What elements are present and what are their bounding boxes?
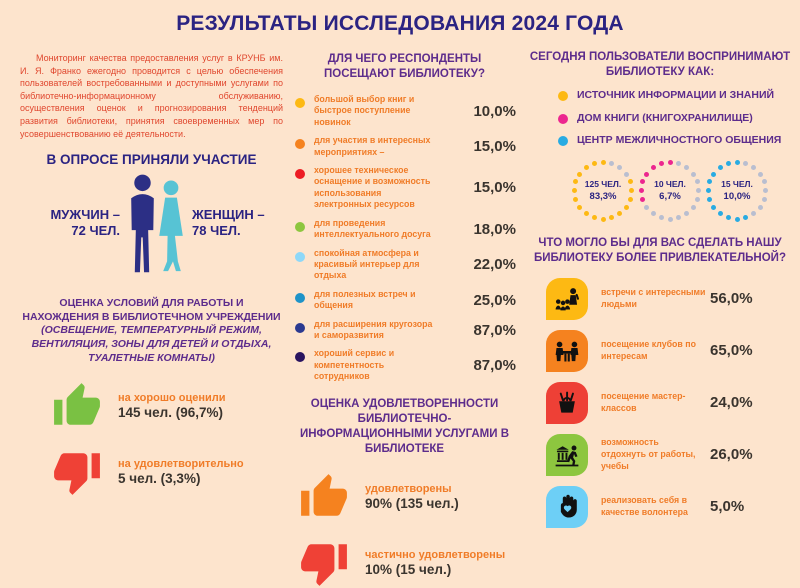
reason-label: хорошее техническое оснащение и возможность использования электронных ресурсов xyxy=(314,164,431,210)
conditions-good-label: на хорошо оценили xyxy=(118,392,226,405)
conditions-good-value: 145 чел. (96,7%) xyxy=(118,405,223,421)
list-item xyxy=(293,319,516,342)
partially-value: 10% (15 чел.) xyxy=(365,562,452,578)
attractive-percent: 26,0% xyxy=(710,446,753,464)
circle-dot xyxy=(659,215,664,220)
circle-dot xyxy=(706,188,711,193)
list-item xyxy=(528,486,792,528)
circle-dot xyxy=(628,179,633,184)
circle-dot xyxy=(691,205,696,210)
participants-figures xyxy=(20,171,283,283)
circle-dot xyxy=(573,197,578,202)
perception-label: ИСТОЧНИК ИНФОРМАЦИИ И ЗНАНИЙ xyxy=(577,88,775,101)
circle-dot xyxy=(751,211,756,216)
dotted-circle-chart xyxy=(572,160,634,222)
circle-dot xyxy=(691,172,696,177)
dotted-circle-chart xyxy=(706,160,768,222)
reason-percent: 10,0% xyxy=(473,102,516,120)
list-item xyxy=(528,434,792,476)
reason-percent: 22,0% xyxy=(473,256,516,274)
circle-people: 15 ЧЕЛ. xyxy=(721,179,753,190)
circle-people: 10 ЧЕЛ. xyxy=(654,179,686,190)
circle-dot xyxy=(624,172,629,177)
circle-dot xyxy=(617,211,622,216)
satisfaction-satisfied-row xyxy=(297,472,516,522)
reason-percent: 18,0% xyxy=(473,220,516,238)
reason-label: для полезных встреч и общения xyxy=(314,288,416,311)
attractive-percent: 56,0% xyxy=(710,290,753,308)
conditions-satisfactory-value: 5 чел. (3,3%) xyxy=(118,471,201,487)
circle-dot xyxy=(573,179,578,184)
visit-reasons-heading: ДЛЯ ЧЕГО РЕСПОНДЕНТЫ ПОСЕЩАЮТ БИБЛИОТЕКУ? xyxy=(324,53,485,80)
circle-dot xyxy=(651,211,656,216)
circle-dot xyxy=(584,165,589,170)
circle-dot xyxy=(743,215,748,220)
reason-percent: 87,0% xyxy=(473,321,516,339)
circle-labels xyxy=(714,168,760,214)
circle-dot xyxy=(584,211,589,216)
women-value: 78 ЧЕЛ. xyxy=(192,223,241,239)
left-column xyxy=(20,52,283,497)
men-count-label xyxy=(22,207,120,240)
reason-label: для участия в интересных мероприятиях – xyxy=(314,135,431,157)
reason-percent: 87,0% xyxy=(473,357,516,375)
reason-label: хороший сервис и компетентность сотрудников xyxy=(314,348,395,382)
circle-dot xyxy=(718,165,723,170)
circle-labels xyxy=(580,168,626,214)
rest-icon xyxy=(546,434,588,476)
men-value: 72 ЧЕЛ. xyxy=(71,223,120,239)
circle-dot xyxy=(609,161,614,166)
conditions-good-row xyxy=(50,381,283,431)
bullet-icon xyxy=(295,98,305,108)
circle-dot xyxy=(668,160,673,165)
reason-label: большой выбор книг и быстрое поступление новинок xyxy=(314,93,415,127)
circle-dot xyxy=(695,179,700,184)
list-item xyxy=(528,330,792,372)
reason-label: для расширения кругозора и саморазвития xyxy=(314,318,433,341)
list-item xyxy=(556,89,792,103)
visit-reasons-list xyxy=(293,94,516,383)
bullet-icon xyxy=(295,352,305,362)
circle-dot xyxy=(718,211,723,216)
circle-dot xyxy=(592,215,597,220)
perception-circles xyxy=(572,160,792,222)
circle-dot xyxy=(640,197,645,202)
circle-dot xyxy=(762,197,767,202)
circle-dot xyxy=(592,161,597,166)
list-item xyxy=(293,289,516,312)
meeting-icon xyxy=(546,278,588,320)
list-item xyxy=(293,348,516,382)
attractive-label: посещение клубов по интересам xyxy=(601,338,696,361)
reason-percent: 15,0% xyxy=(473,179,516,197)
thumb-up-icon xyxy=(50,381,104,431)
attractive-percent: 24,0% xyxy=(710,394,753,412)
page-title: РЕЗУЛЬТАТЫ ИССЛЕДОВАНИЯ 2024 ГОДА xyxy=(176,12,624,35)
circle-dot xyxy=(640,179,645,184)
circle-labels xyxy=(647,168,693,214)
perception-heading: СЕГОДНЯ ПОЛЬЗОВАТЕЛИ ВОСПРИНИМАЮТ БИБЛИОТЕКУ КАК: xyxy=(529,51,791,78)
conditions-satisfactory-label: на удовлетворительно xyxy=(118,458,244,471)
circle-dot xyxy=(601,217,606,222)
thumb-down-icon xyxy=(50,447,104,497)
conditions-satisfactory-row xyxy=(50,447,283,497)
circle-dot xyxy=(707,197,712,202)
perception-list xyxy=(528,89,792,148)
satisfaction-heading: ОЦЕНКА УДОВЛЕТВОРЕННОСТИ БИБЛИОТЕЧНО-ИНФОРМАЦИОННЫМИ УСЛУГАМИ В БИБЛИОТЕКЕ xyxy=(299,397,510,455)
women-label: ЖЕНЩИН – xyxy=(192,207,265,223)
circle-percent: 6,7% xyxy=(659,191,681,203)
bullet-icon xyxy=(295,323,305,333)
circle-dot xyxy=(758,205,763,210)
bullet-icon xyxy=(295,222,305,232)
list-item xyxy=(556,112,792,126)
circle-dot xyxy=(695,197,700,202)
attractive-percent: 65,0% xyxy=(710,342,753,360)
perception-label: ДОМ КНИГИ (КНИГОХРАНИЛИЩЕ) xyxy=(577,111,753,124)
reason-label: спокойная атмосфера и красивый интерьер для отдыха xyxy=(314,247,420,281)
circle-dot xyxy=(726,161,731,166)
circle-dot xyxy=(601,160,606,165)
reason-percent: 15,0% xyxy=(473,138,516,156)
masterclass-icon xyxy=(546,382,588,424)
women-count-label xyxy=(192,207,290,240)
satisfaction-partially-row xyxy=(297,538,516,588)
conditions-good-text xyxy=(118,392,226,420)
conditions-heading-sub: (ОСВЕЩЕНИЕ, ТЕМПЕРАТУРНЫЙ РЕЖИМ, ВЕНТИЛЯЦИЯ, ЗОНЫ ДЛЯ ДЕТЕЙ И ОТДЫХА, ТУАЛЕТНЫЕ КОМНАТЫ) xyxy=(31,324,272,364)
circle-dot xyxy=(676,215,681,220)
bullet-icon xyxy=(295,252,305,262)
circle-dot xyxy=(639,188,644,193)
conditions-heading-main: ОЦЕНКА УСЛОВИЙ ДЛЯ РАБОТЫ И НАХОЖДЕНИЯ В БИБЛИОТЕЧНОМ УЧРЕЖДЕНИИ xyxy=(22,297,281,323)
circle-dot xyxy=(628,197,633,202)
club-icon xyxy=(546,330,588,372)
bullet-icon xyxy=(295,169,305,179)
circle-percent: 10,0% xyxy=(723,191,751,203)
satisfied-label: удовлетворены xyxy=(365,483,452,496)
list-item xyxy=(293,218,516,241)
list-item xyxy=(293,165,516,211)
thumb-up-icon xyxy=(297,472,351,522)
attractive-percent: 5,0% xyxy=(710,498,745,516)
circle-dot xyxy=(735,217,740,222)
attractive-label: посещение мастер-классов xyxy=(601,390,686,413)
circle-dot xyxy=(572,188,577,193)
perception-label: ЦЕНТР МЕЖЛИЧНОСТНОГО ОБЩЕНИЯ xyxy=(577,134,782,147)
reason-percent: 25,0% xyxy=(473,291,516,309)
conditions-satisfactory-text xyxy=(118,458,244,486)
list-item xyxy=(293,248,516,282)
circle-dot xyxy=(762,179,767,184)
middle-column xyxy=(293,52,516,588)
attractive-label: реализовать себя в качестве волонтера xyxy=(601,494,688,517)
circle-dot xyxy=(726,215,731,220)
circle-dot xyxy=(684,211,689,216)
bullet-icon xyxy=(558,91,568,101)
circle-dot xyxy=(659,161,664,166)
partially-label: частично удовлетворены xyxy=(365,549,506,562)
list-item xyxy=(293,94,516,128)
circle-dot xyxy=(609,215,614,220)
intro-text: Мониторинг качества предоставления услуг в КРУНБ им. И. Я. Франко ежегодно проводится с целью обеспечения пользователей востребованными и доступными услугами по библиотечно-информационному обслуживанию, осуществления оценок и прогнозирования тенденций развития библиотеки, принятия своевременных мер по усовершенствованию её деятельности. xyxy=(20,53,283,139)
circle-people: 125 ЧЕЛ. xyxy=(584,179,622,190)
satisfied-value: 90% (135 чел.) xyxy=(365,496,459,512)
circle-dot xyxy=(624,205,629,210)
circle-dot xyxy=(758,172,763,177)
bullet-icon xyxy=(295,139,305,149)
thumb-down-icon xyxy=(297,538,351,588)
reason-label: для проведения интеллектуального досуга xyxy=(314,217,431,240)
right-column xyxy=(528,50,792,538)
participants-heading: В ОПРОСЕ ПРИНЯЛИ УЧАСТИЕ xyxy=(46,152,257,168)
dotted-circle-chart xyxy=(639,160,701,222)
partially-text xyxy=(365,549,505,577)
circle-dot xyxy=(735,160,740,165)
list-item xyxy=(528,278,792,320)
conditions-heading xyxy=(20,297,283,365)
circle-dot xyxy=(707,179,712,184)
circle-dot xyxy=(668,217,673,222)
woman-silhouette-icon xyxy=(154,179,190,277)
circle-dot xyxy=(743,161,748,166)
list-item xyxy=(293,135,516,158)
volunteer-icon xyxy=(546,486,588,528)
circle-dot xyxy=(651,165,656,170)
attractive-label: возможность отдохнуть от работы, учебы xyxy=(601,436,696,471)
attractive-list xyxy=(528,278,792,528)
list-item xyxy=(528,382,792,424)
attractive-heading: ЧТО МОГЛО БЫ ДЛЯ ВАС СДЕЛАТЬ НАШУ БИБЛИОТЕКУ БОЛЕЕ ПРИВЛЕКАТЕЛЬНОЙ? xyxy=(534,236,786,264)
satisfied-text xyxy=(365,483,459,511)
circle-dot xyxy=(629,188,634,193)
circle-dot xyxy=(696,188,701,193)
bullet-icon xyxy=(558,136,568,146)
bullet-icon xyxy=(295,293,305,303)
circle-percent: 83,3% xyxy=(589,191,617,203)
bullet-icon xyxy=(558,114,568,124)
circle-dot xyxy=(676,161,681,166)
circle-dot xyxy=(763,188,768,193)
men-label: МУЖЧИН – xyxy=(50,207,120,223)
list-item xyxy=(556,134,792,148)
attractive-label: встречи с интересными людьми xyxy=(601,286,706,309)
